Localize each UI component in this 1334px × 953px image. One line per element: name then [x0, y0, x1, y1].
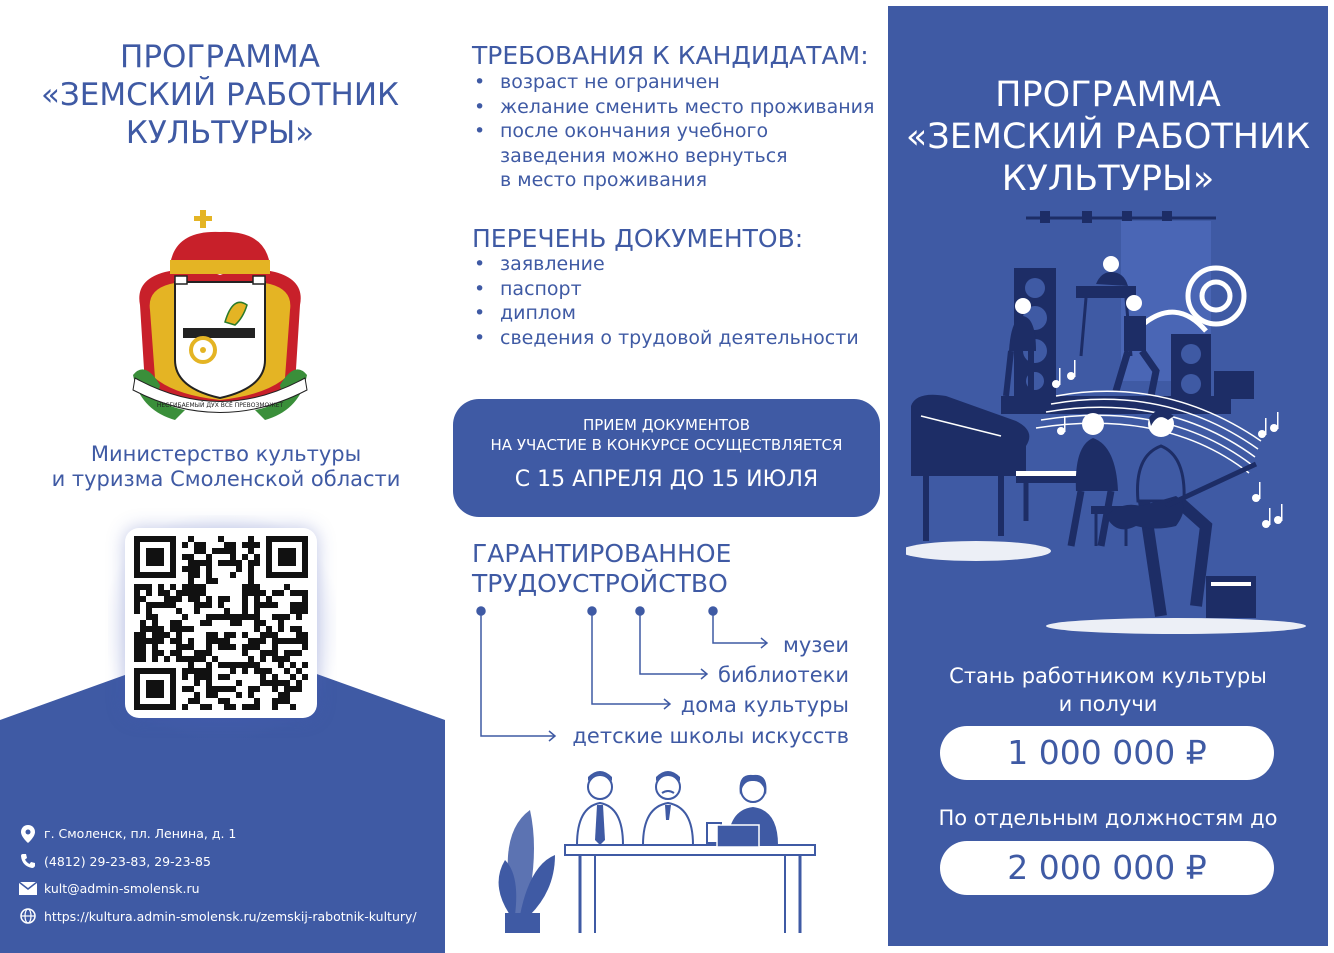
- mail-icon: [18, 880, 38, 898]
- documents-heading: ПЕРЕЧЕНЬ ДОКУМЕНТОВ:: [472, 224, 804, 253]
- cta-line: и получи: [1058, 692, 1158, 716]
- employment-heading: ГАРАНТИРОВАННОЕ: [472, 539, 732, 568]
- program-title: [0, 38, 440, 152]
- list-item: • после окончания учебного: [472, 119, 874, 144]
- middle-panel: [445, 0, 885, 953]
- cta-line: Стань работником культуры: [949, 664, 1267, 688]
- musicians-illustration-icon: [906, 206, 1311, 636]
- list-item: • возраст не ограничен: [472, 70, 874, 95]
- ministry-line: Министерство культуры: [90, 442, 362, 466]
- meeting-illustration-icon: [485, 765, 845, 935]
- contact-website: [18, 903, 443, 931]
- title-line: ПРОГРАММА: [995, 75, 1221, 115]
- employment-heading: ТРУДОУСТРОЙСТВО: [472, 569, 728, 598]
- place-art-schools: детские школы искусств: [572, 724, 849, 748]
- requirements-list: [472, 70, 874, 193]
- phone-icon: [18, 852, 38, 870]
- location-pin-icon: [18, 825, 38, 843]
- list-item: • желание сменить место проживания: [472, 95, 874, 120]
- ministry-name: [0, 442, 452, 492]
- list-item: • сведения о трудовой деятельности: [472, 326, 859, 351]
- website-link[interactable]: https://kultura.admin-smolensk.ru/zemskij-rabotnik-kultury/: [44, 908, 417, 924]
- notice-dates: С 15 АПРЕЛЯ ДО 15 ИЮЛЯ: [514, 467, 819, 492]
- qr-code-icon: [133, 536, 309, 710]
- contact-email: [18, 875, 443, 903]
- globe-icon: [18, 907, 38, 925]
- contacts-list: [18, 820, 443, 930]
- title-line: «ЗЕМСКИЙ РАБОТНИК: [40, 77, 400, 113]
- contact-phone: [18, 848, 443, 876]
- phone-text[interactable]: (4812) 29-23-83, 29-23-85: [44, 853, 211, 869]
- requirements-heading: ТРЕБОВАНИЯ К КАНДИДАТАМ:: [472, 41, 869, 70]
- address-text: г. Смоленск, пл. Ленина, д. 1: [44, 826, 237, 842]
- amount-badge-max: 2 000 000 ₽: [940, 841, 1274, 895]
- title-line: «ЗЕМСКИЙ РАБОТНИК: [905, 117, 1311, 157]
- place-libraries: библиотеки: [718, 663, 849, 687]
- svg-text:НЕСГИБАЕМЫЙ ДУХ ВСЁ ПРЕВОЗМОЖЕ: НЕСГИБАЕМЫЙ ДУХ ВСЁ ПРЕВОЗМОЖЕТ: [156, 402, 284, 409]
- deadline-notice: [453, 399, 880, 517]
- amount-badge: 1 000 000 ₽: [940, 726, 1274, 780]
- list-item-continuation: заведения можно вернуться: [500, 144, 788, 167]
- title-line: КУЛЬТУРЫ»: [1001, 159, 1215, 199]
- positions-note: По отдельным должностям до: [938, 806, 1278, 830]
- list-item: • паспорт: [472, 277, 859, 302]
- list-item-continuation: в место проживания: [500, 169, 708, 191]
- ministry-line: и туризма Смоленской области: [51, 467, 401, 491]
- qr-code[interactable]: [125, 528, 317, 718]
- notice-line: НА УЧАСТИЕ В КОНКУРСЕ ОСУЩЕСТВЛЯЕТСЯ: [490, 436, 843, 454]
- left-panel: [0, 0, 445, 953]
- place-culture-houses: дома культуры: [680, 693, 849, 717]
- list-item: • диплом: [472, 301, 859, 326]
- notice-line: ПРИЕМ ДОКУМЕНТОВ: [582, 416, 750, 434]
- title-line: КУЛЬТУРЫ»: [125, 115, 315, 151]
- contact-address: [18, 820, 443, 848]
- program-title-cover: [888, 74, 1328, 200]
- coat-of-arms-icon: [125, 210, 315, 425]
- call-to-action: [888, 662, 1328, 718]
- right-panel: [888, 6, 1328, 946]
- documents-list: [472, 252, 859, 350]
- place-museums: музеи: [782, 633, 849, 657]
- title-line: ПРОГРАММА: [120, 39, 320, 75]
- email-link[interactable]: kult@admin-smolensk.ru: [44, 881, 200, 897]
- list-item: • заявление: [472, 252, 859, 277]
